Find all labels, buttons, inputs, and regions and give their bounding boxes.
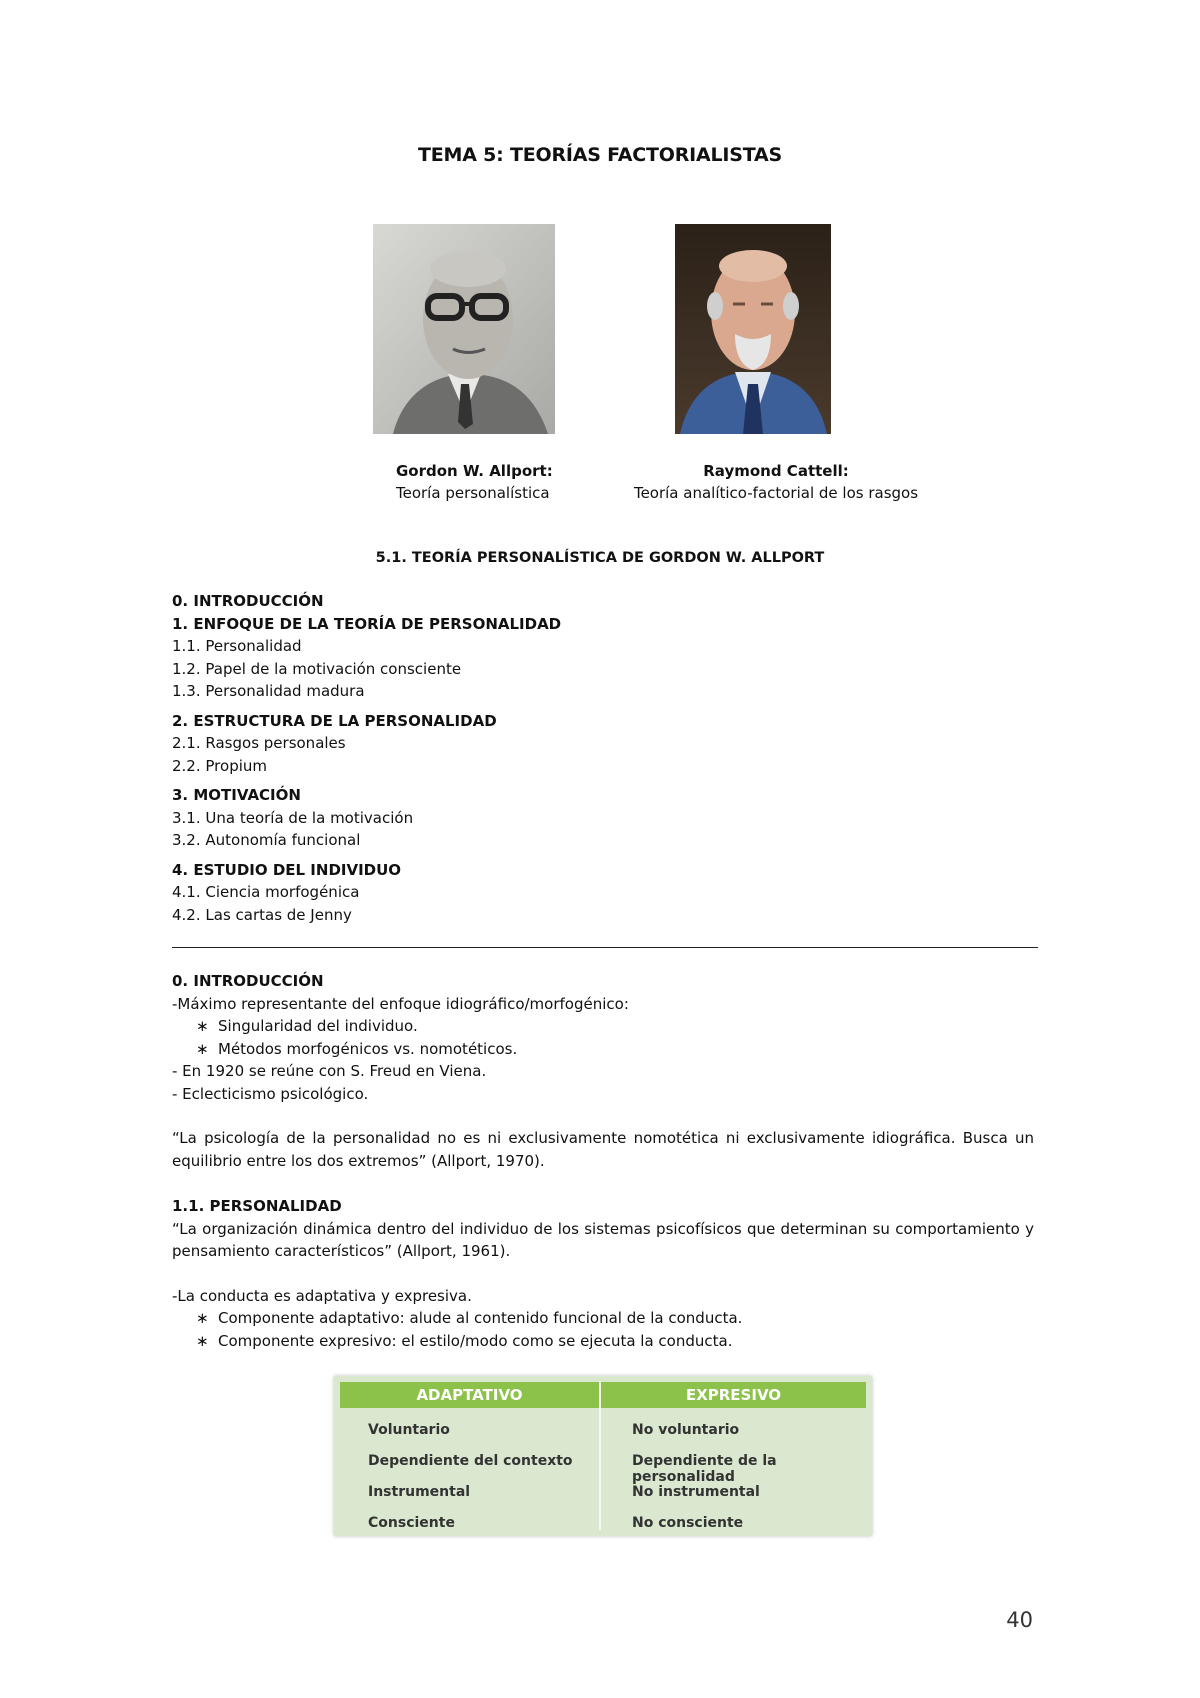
intro-bullet: ∗ Singularidad del individuo. (172, 1015, 1034, 1038)
intro-bullet: ∗ Métodos morfogénicos vs. nomotéticos. (172, 1038, 1034, 1061)
intro-line: - Eclecticismo psicológico. (172, 1084, 369, 1103)
table-divider (599, 1382, 601, 1530)
intro-section (172, 970, 1034, 1172)
personalidad-quote: “La organización dinámica dentro del individuo de los sistemas psicofísicos que determinan su comportamiento y pensamiento característicos” (Allport, 1961). (172, 1219, 1034, 1260)
intro-heading: 0. INTRODUCCIÓN (172, 972, 324, 990)
table-cell: Dependiente del contexto (368, 1453, 573, 1469)
table-header-adaptativo: ADAPTATIVO (340, 1382, 599, 1408)
comparison-table (334, 1376, 872, 1536)
toc-heading: 1. ENFOQUE DE LA TEORÍA DE PERSONALIDAD (172, 614, 562, 633)
table-cell: No consciente (632, 1515, 744, 1531)
table-cell: No voluntario (632, 1422, 740, 1438)
toc-item: 3.2. Autonomía funcional (172, 831, 361, 849)
bullet-icon: ∗ (196, 1039, 209, 1058)
section-title: 5.1. TEORÍA PERSONALÍSTICA DE GORDON W. ALLPORT (375, 550, 825, 566)
personalidad-bullet: ∗ Componente adaptativo: alude al contenido funcional de la conducta. (172, 1307, 1034, 1330)
bullet-icon: ∗ (196, 1331, 209, 1350)
table-cell: Voluntario (368, 1422, 450, 1438)
personalidad-heading: 1.1. PERSONALIDAD (172, 1197, 342, 1215)
toc-heading: 0. INTRODUCCIÓN (172, 592, 324, 610)
allport-caption (396, 460, 596, 504)
table-of-contents (172, 590, 1032, 926)
intro-line: -Máximo representante del enfoque idiográfico/morfogénico: (172, 994, 629, 1013)
cattell-caption (616, 460, 936, 504)
allport-theory: Teoría personalística (396, 484, 550, 502)
bullet-icon: ∗ (196, 1017, 209, 1035)
toc-heading: 2. ESTRUCTURA DE LA PERSONALIDAD (172, 711, 497, 730)
personalidad-line: -La conducta es adaptativa y expresiva. (172, 1286, 472, 1305)
toc-item: 1.2. Papel de la motivación consciente (172, 659, 462, 678)
toc-heading: 3. MOTIVACIÓN (172, 786, 301, 804)
page-title: TEMA 5: TEORÍAS FACTORIALISTAS (417, 144, 783, 166)
toc-item: 4.2. Las cartas de Jenny (172, 905, 352, 924)
section-divider (172, 947, 1038, 948)
toc-heading: 4. ESTUDIO DEL INDIVIDUO (172, 860, 402, 879)
toc-item: 3.1. Una teoría de la motivación (172, 808, 414, 827)
table-cell: Instrumental (368, 1484, 471, 1500)
personalidad-section (172, 1195, 1034, 1352)
toc-item: 4.1. Ciencia morfogénica (172, 883, 360, 901)
page-number: 40 (1006, 1608, 1033, 1632)
intro-quote: “La psicología de la personalidad no es ni exclusivamente nomotética ni exclusivamente idiográfica. Busca un equilibrio entre los dos extremos” (Allport, 1970). (172, 1129, 1034, 1170)
bullet-icon: ∗ (196, 1309, 209, 1327)
table-cell: No instrumental (632, 1484, 760, 1500)
cattell-name: Raymond Cattell: (703, 462, 849, 480)
allport-name: Gordon W. Allport: (396, 462, 553, 480)
table-cell: Consciente (368, 1515, 455, 1531)
table-cell: Dependiente de la personalidad (632, 1453, 777, 1485)
toc-item: 2.1. Rasgos personales (172, 734, 346, 752)
cattell-photo (675, 224, 831, 434)
toc-item: 1.3. Personalidad madura (172, 682, 365, 700)
toc-item: 1.1. Personalidad (172, 637, 302, 655)
cattell-theory: Teoría analítico-factorial de los rasgos (633, 484, 919, 502)
allport-photo (373, 224, 555, 434)
table-header-expresivo: EXPRESIVO (601, 1382, 866, 1408)
intro-line: - En 1920 se reúne con S. Freud en Viena. (172, 1062, 487, 1080)
personalidad-bullet: ∗ Componente expresivo: el estilo/modo como se ejecuta la conducta. (172, 1330, 1034, 1353)
toc-item: 2.2. Propium (172, 756, 267, 775)
